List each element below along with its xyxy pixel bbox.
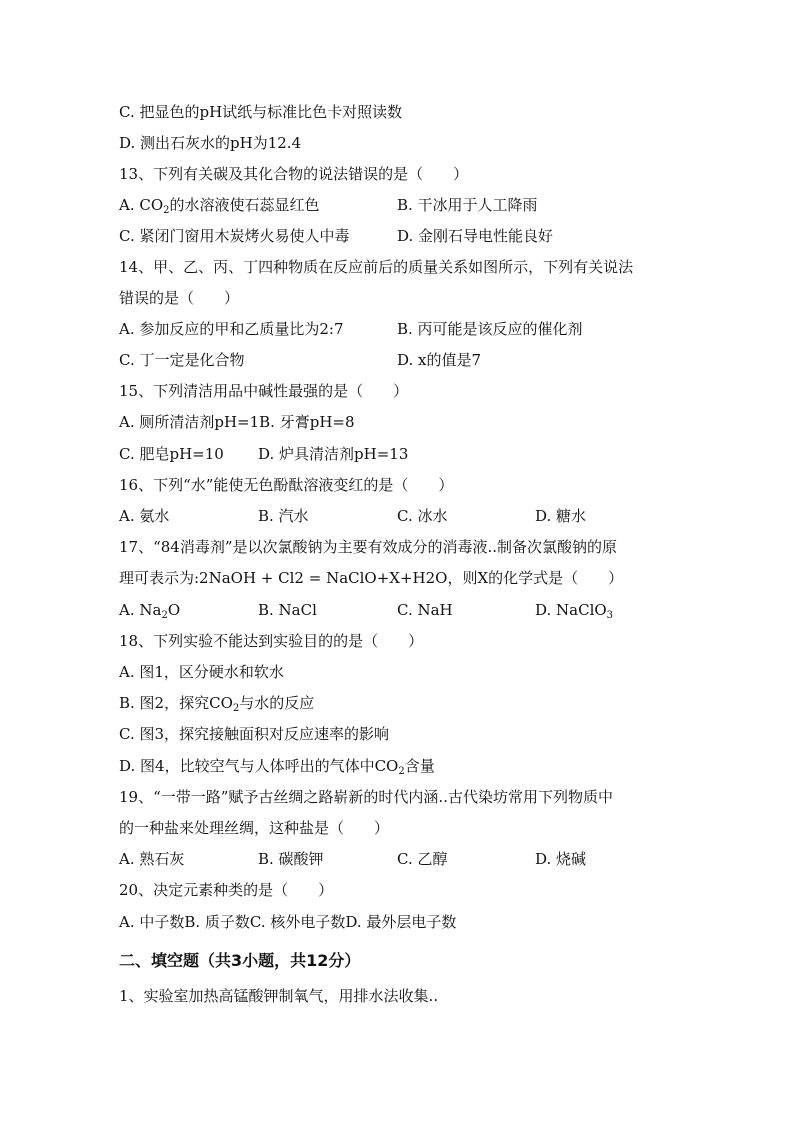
- question-17-stem-line1: 17、“84消毒剂”是以次氯酸钠为主要有效成分的消毒液..制备次氯酸钠的原: [119, 538, 618, 556]
- question-16-option-d: D. 糖水: [535, 507, 587, 525]
- question-13-option-b: B. 干冰用于人工降雨: [397, 196, 538, 214]
- question-12-option-c: C. 把显色的pH试纸与标准比色卡对照读数: [119, 103, 403, 121]
- question-16-option-b: B. 汽水: [258, 507, 309, 525]
- question-15-options-ab: A. 厕所清洁剂pH=1B. 牙膏pH=8: [119, 413, 355, 431]
- question-19-option-b: B. 碳酸钾: [258, 850, 324, 868]
- question-14-option-d: D. x的值是7: [397, 351, 482, 369]
- question-15-option-c: C. 肥皂pH=10: [119, 445, 224, 463]
- question-19-stem-line2: 的一种盐来处理丝绸，这种盐是（ ）: [119, 819, 390, 837]
- question-16-stem: 16、下列“水”能使无色酚酞溶液变红的是（ ）: [119, 476, 454, 494]
- question-13-option-c: C. 紧闭门窗用木炭烤火易使人中毒: [119, 227, 350, 245]
- question-13-option-a: A. $CO_2$的水溶液使石蕊显红色: [119, 196, 320, 216]
- question-19-stem-line1: 19、“一带一路”赋予古丝绸之路崭新的时代内涵..古代染坊常用下列物质中: [119, 788, 613, 806]
- fill-question-1: 1、实验室加热高锰酸钾制氧气，用排水法收集..: [119, 987, 439, 1005]
- question-14-option-a: A. 参加反应的甲和乙质量比为2:7: [119, 320, 344, 338]
- question-12-option-d: D. 测出石灰水的pH为12.4: [119, 134, 302, 152]
- question-19-option-c: C. 乙醇: [397, 850, 448, 868]
- question-18-option-b: B. 图2，探究$CO_2$与水的反应: [119, 694, 315, 714]
- question-17-option-d: D. NaClO$_3$: [535, 601, 614, 621]
- question-15-option-d: D. 炉具清洁剂pH=13: [258, 445, 409, 463]
- question-14-stem-line2: 错误的是（ ）: [119, 289, 240, 307]
- question-17-option-c: C. NaH: [397, 601, 453, 619]
- question-18-option-a: A. 图1，区分硬水和软水: [119, 663, 284, 681]
- question-17-stem-line2: 理可表示为:2NaOH + Cl2 = NaClO+X+H2O，则X的化学式是（ ）: [119, 569, 624, 587]
- question-19-option-a: A. 熟石灰: [119, 850, 185, 868]
- question-15-stem: 15、下列清洁用品中碱性最强的是（ ）: [119, 382, 409, 400]
- question-14-stem-line1: 14、甲、乙、丙、丁四种物质在反应前后的质量关系如图所示，下列有关说法: [119, 258, 634, 276]
- question-19-option-d: D. 烧碱: [535, 850, 587, 868]
- question-20-stem: 20、决定元素种类的是（ ）: [119, 881, 334, 899]
- section-heading-fill-in: 二、填空题（共3小题，共12分）: [119, 951, 361, 970]
- question-13-option-d: D. 金刚石导电性能良好: [397, 227, 554, 245]
- question-16-option-a: A. 氨水: [119, 507, 170, 525]
- question-20-options: A. 中子数B. 质子数C. 核外电子数D. 最外层电子数: [119, 913, 457, 931]
- question-18-option-c: C. 图3，探究接触面积对反应速率的影响: [119, 725, 390, 743]
- question-18-stem: 18、下列实验不能达到实验目的的是（ ）: [119, 632, 424, 650]
- question-16-option-c: C. 冰水: [397, 507, 448, 525]
- question-17-option-a: A. $Na_2O$: [119, 601, 181, 621]
- question-14-option-c: C. 丁一定是化合物: [119, 351, 245, 369]
- question-18-option-d: D. 图4，比较空气与人体呼出的气体中$CO_2$含量: [119, 757, 435, 777]
- question-14-option-b: B. 丙可能是该反应的催化剂: [397, 320, 583, 338]
- question-13-stem: 13、下列有关碳及其化合物的说法错误的是（ ）: [119, 165, 469, 183]
- question-17-option-b: B. NaCl: [258, 601, 317, 619]
